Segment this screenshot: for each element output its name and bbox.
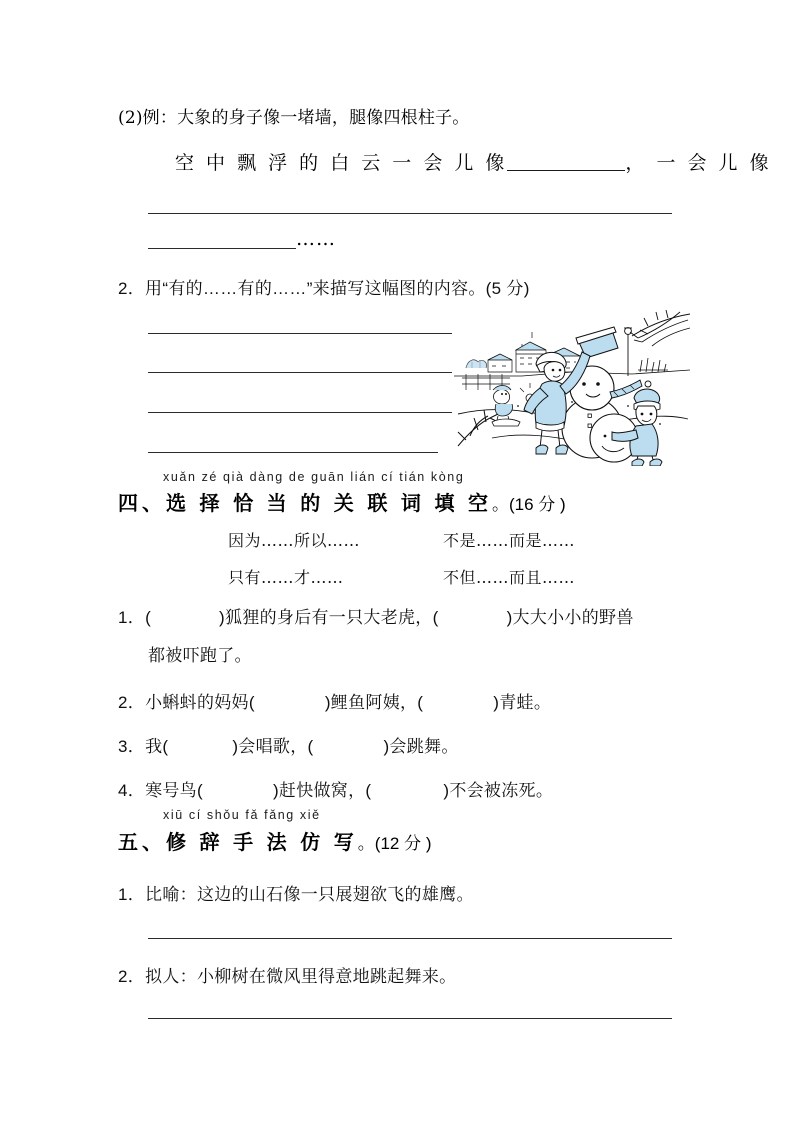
example-answer-line-2[interactable]	[148, 248, 296, 249]
s5-item-1-answer-line[interactable]	[148, 938, 672, 939]
s4-item-3-seg1: 我(	[145, 737, 169, 756]
s4-item-1	[118, 603, 634, 628]
s4-item-4-seg2: )赶快做窝，(	[272, 781, 372, 800]
s4-item-4	[118, 776, 553, 801]
s4-item-4-number: 4．	[118, 781, 146, 800]
s5-item-2-answer-line[interactable]	[148, 1018, 672, 1019]
s4-item-1-seg1: (	[145, 608, 152, 627]
section-4-heading	[118, 487, 566, 516]
s4-item-4-seg3: )不会被冻死。	[443, 781, 554, 800]
s4-item-1-seg2: )狐狸的身后有一只大老虎，(	[219, 608, 439, 627]
s4-item-1-seg3: )大大小小的野兽	[506, 608, 634, 627]
s5-item-1: 1．比喻：这边的山石像一只展翅欲飞的雄鹰。	[118, 885, 474, 904]
snowman-scene-illustration	[452, 306, 692, 466]
s4-item-3-seg2: )会唱歌，(	[232, 737, 314, 756]
question-2-answer-line-3[interactable]	[148, 412, 456, 413]
example-sentence-suffix: ， 一 会 儿 像	[625, 152, 772, 174]
s4-item-2-seg1: 小蝌蚪的妈妈(	[145, 693, 255, 712]
section-4-score: 。(16 分 )	[492, 495, 566, 514]
s4-item-3-seg3: )会跳舞。	[383, 737, 459, 756]
example-sentence-row	[175, 148, 772, 175]
question-2-prompt: 2．用“有的……有的……”来描写这幅图的内容。(5 分)	[118, 279, 530, 298]
s4-item-4-seg1: 寒号鸟(	[145, 781, 203, 800]
question-2-answer-line-1[interactable]	[148, 333, 456, 334]
example-inline-blank[interactable]	[507, 153, 625, 171]
example-trailing-ellipsis: ……	[296, 228, 336, 250]
s5-item-2: 2．拟人：小柳树在微风里得意地跳起舞来。	[118, 967, 457, 986]
section-5-score: 。(12 分 )	[357, 834, 432, 853]
example-label: (2)例：大象的身子像一堵墙，腿像四根柱子。	[118, 108, 470, 128]
word-bank-item-4: 不但……而且……	[443, 568, 576, 587]
s4-item-2	[118, 688, 551, 713]
s4-item-2-seg3: )青蛙。	[493, 693, 552, 712]
example-sentence-prefix: 空 中 飘 浮 的 白 云 一 会 儿 像	[175, 152, 508, 174]
word-bank-item-3: 只有……才……	[228, 568, 344, 587]
section-4-pinyin: xuǎn zé qià dàng de guān lián cí tián kòng	[163, 470, 465, 484]
section-5-heading	[118, 826, 431, 855]
s4-item-1-number: 1．	[118, 608, 146, 627]
question-2-answer-line-4[interactable]	[148, 452, 438, 453]
question-2-answer-line-2[interactable]	[148, 372, 456, 373]
s4-item-2-seg2: )鲤鱼阿姨，(	[324, 693, 424, 712]
s4-item-3-number: 3．	[118, 737, 146, 756]
example-answer-line-1[interactable]	[148, 213, 672, 214]
section-5-title: 五、修 辞 手 法 仿 写	[118, 832, 358, 854]
s4-item-2-number: 2．	[118, 693, 146, 712]
s4-item-3	[118, 732, 459, 757]
section-4-title: 四、选 择 恰 当 的 关 联 词 填 空	[118, 493, 493, 515]
section-5-pinyin: xiū cí shǒu fǎ fǎng xiě	[163, 808, 321, 822]
word-bank-item-2: 不是……而是……	[443, 531, 576, 550]
word-bank-item-1: 因为……所以……	[228, 531, 361, 550]
s4-item-1-line-2: 都被吓跑了。	[148, 646, 252, 665]
